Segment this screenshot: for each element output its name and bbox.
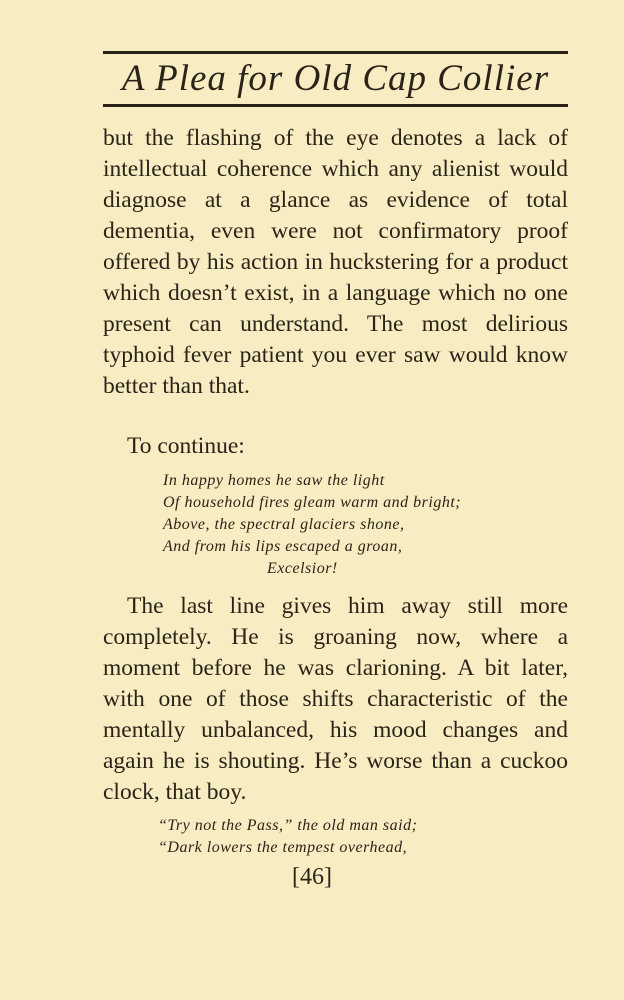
running-title: A Plea for Old Cap Collier	[121, 58, 550, 99]
page-number: [46]	[292, 864, 332, 890]
verse-quote-2	[158, 815, 417, 859]
verse-line: Of household fires gleam warm and bright;	[163, 494, 462, 511]
body-paragraph-2	[103, 591, 568, 808]
verse-line: “Try not the Pass,” the old man said;	[158, 817, 418, 834]
verse-line: And from his lips escaped a groan,	[163, 538, 403, 555]
header-top-rule	[103, 51, 568, 54]
header-bottom-rule	[103, 104, 568, 107]
verse-line: Above, the spectral glaciers shone,	[163, 516, 405, 533]
continue-line: To continue:	[127, 433, 245, 459]
paragraph-text: but the flashing of the eye denotes a lack of intellectual coherence which any alienist would diagnose at a glance as evidence of total dementia, even were not confirmatory proof offered by his action in huckstering for a product which doesn’t exist, in a language which no one present can understand. The most delirious typhoid fever patient you ever saw would know better than that.	[103, 125, 568, 399]
paragraph-text: The last line gives him away still more completely. He is groaning now, where a moment before he was clarioning. A bit later, with one of those shifts characteristic of the mentally unbalanced, his mood changes and again he is shouting. He’s worse than a cuckoo clock, that boy.	[103, 593, 568, 805]
verse-quote-1	[163, 470, 461, 580]
body-paragraph-1	[103, 123, 568, 402]
verse-line: “Dark lowers the tempest overhead,	[158, 839, 408, 856]
verse-line: In happy homes he saw the light	[163, 472, 385, 489]
verse-refrain: Excelsior!	[267, 560, 338, 577]
continue-paragraph	[103, 431, 568, 462]
